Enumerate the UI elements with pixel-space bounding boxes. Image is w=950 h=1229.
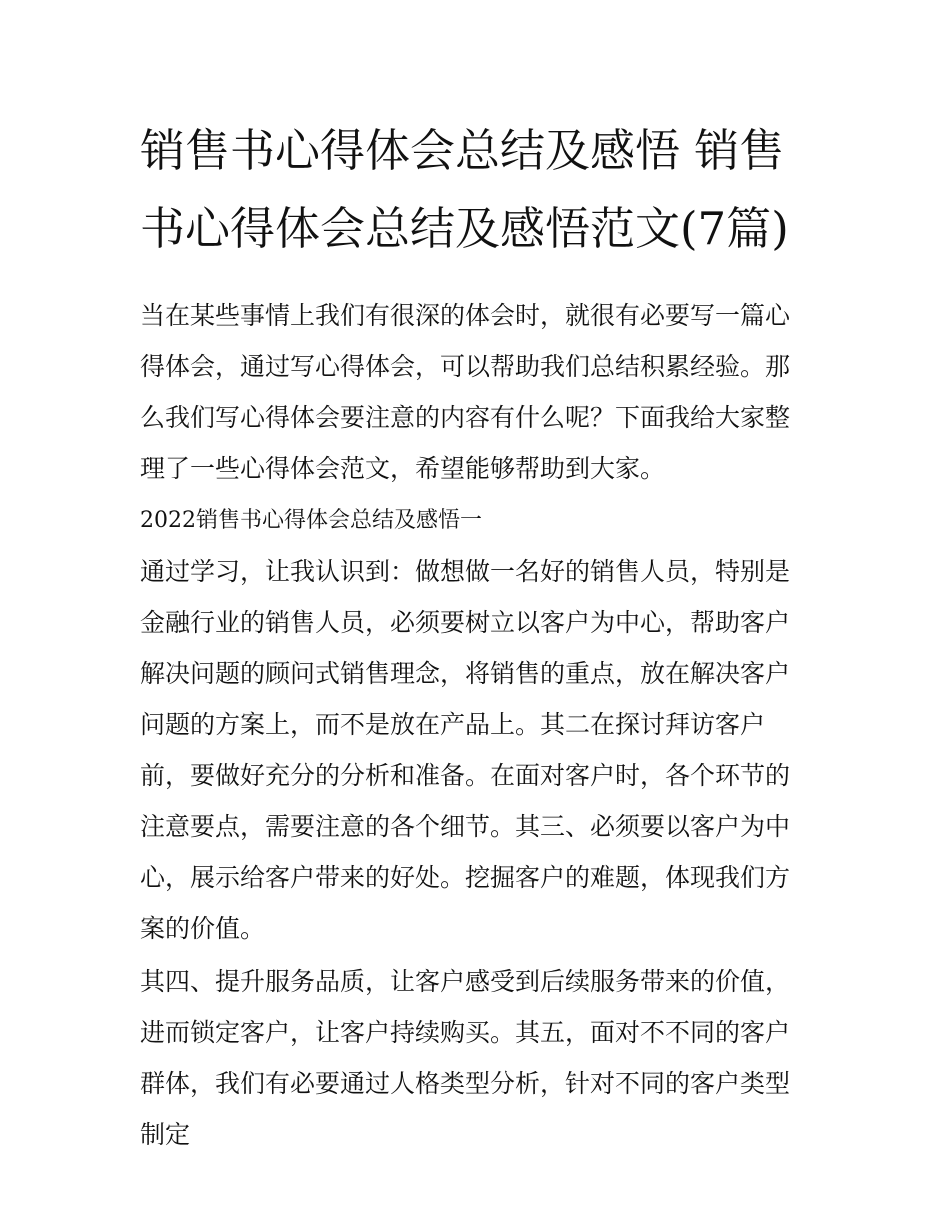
intro-paragraph: 当在某些事情上我们有很深的体会时，就很有必要写一篇心得体会，通过写心得体会，可以帮助我们总结积累经验。那么我们写心得体会要注意的内容有什么呢？下面我给大家整理了一些心得体会范文，希望能够帮助到大家。: [140, 301, 791, 483]
section-heading: 2022销售书心得体会总结及感悟一: [140, 508, 482, 533]
document-page: [140, 112, 812, 1160]
document-title: 销售书心得体会总结及感悟 销售书心得体会总结及感悟范文(7篇): [140, 124, 789, 255]
body-paragraph-1: 通过学习，让我认识到：做想做一名好的销售人员，特别是金融行业的销售人员，必须要树立以客户为中心，帮助客户解决问题的顾问式销售理念，将销售的重点，放在解决客户问题的方案上，而不是放在产品上。其二在探讨拜访客户前，要做好充分的分析和准备。在面对客户时，各个环节的注意要点，需要注意的各个细节。其三、必须要以客户为中心，展示给客户带来的好处。挖掘客户的难题，体现我们方案的价值。: [140, 557, 791, 943]
body-paragraph-2: 其四、提升服务品质，让客户感受到后续服务带来的价值，进而锁定客户，让客户持续购买。其五，面对不不同的客户群体，我们有必要通过人格类型分析，针对不同的客户类型制定: [140, 967, 791, 1149]
